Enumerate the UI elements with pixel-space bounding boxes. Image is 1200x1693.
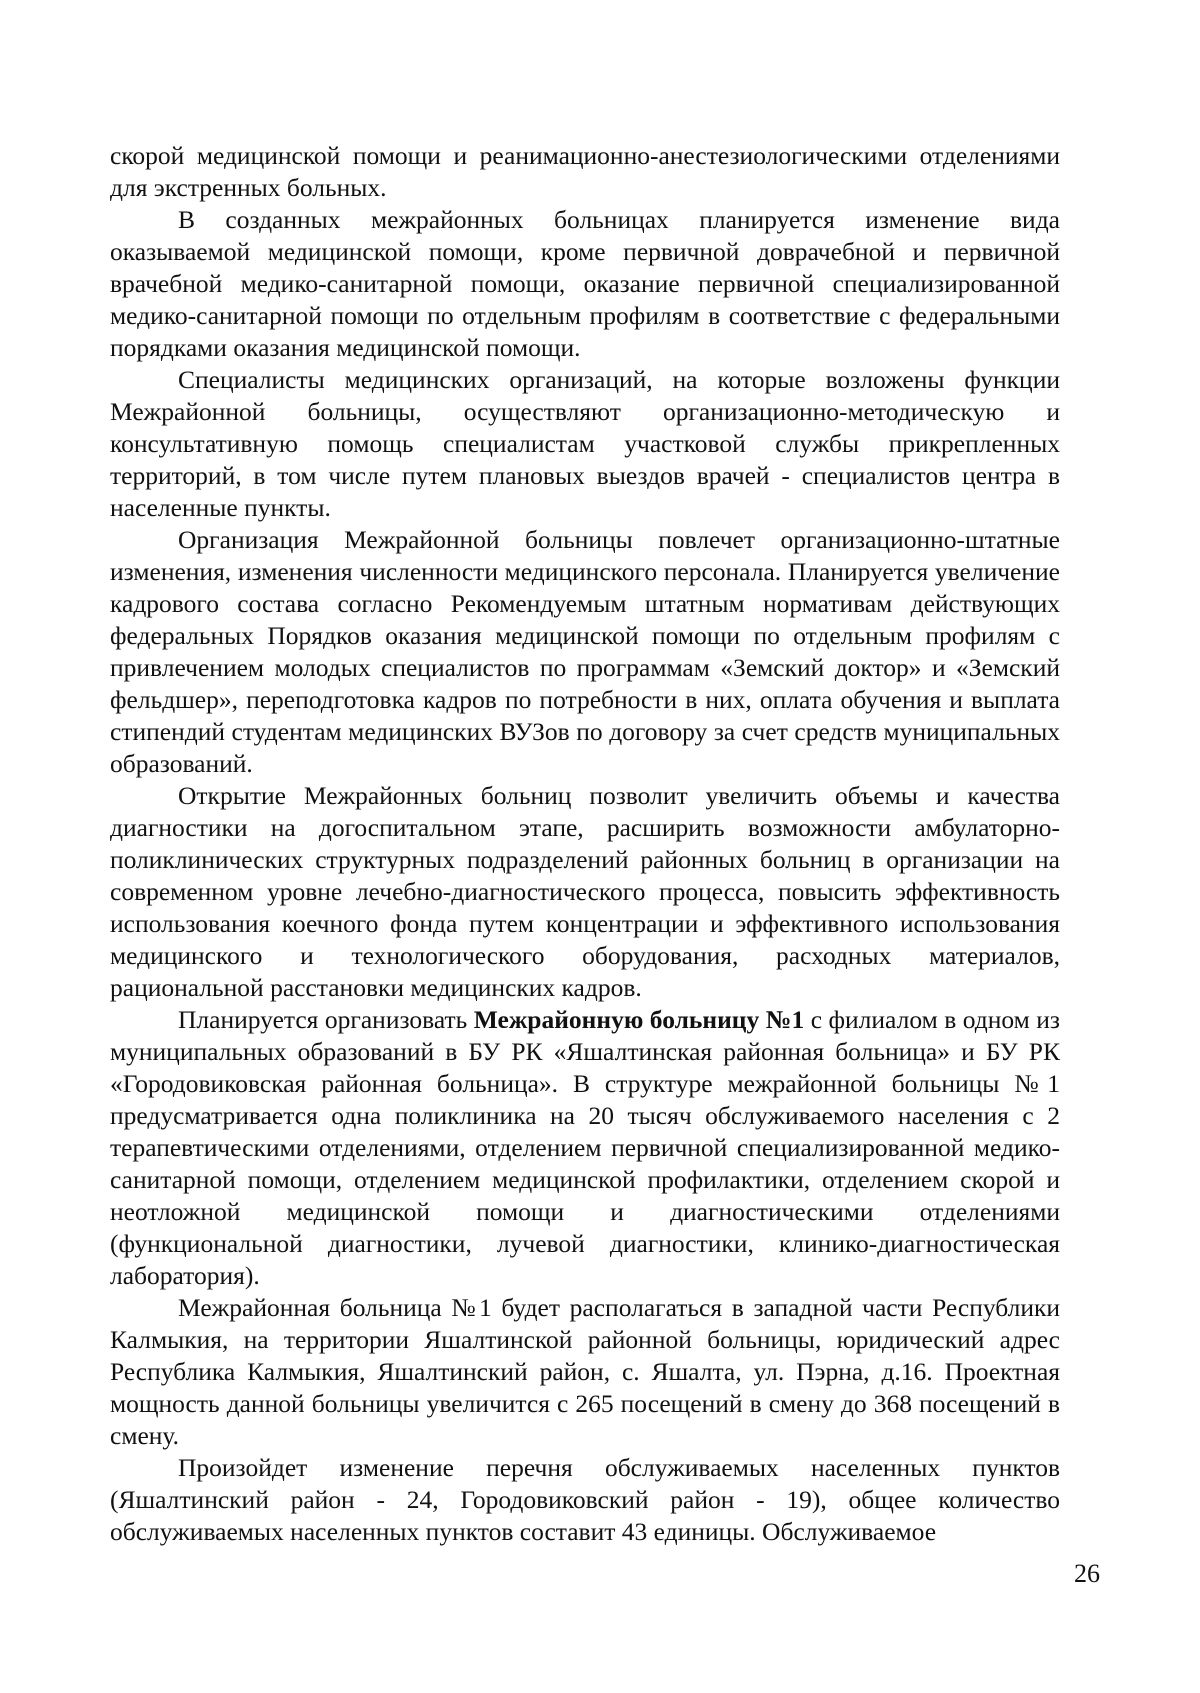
paragraph-hospital-1-plan [110,1004,1060,1292]
paragraph-staffing: Организация Межрайонной больницы повлечет организационно-штатные изменения, изменения численности медицинского персонала. Планируется увеличение кадрового состава согласно Рекомендуемым штатным нормативам действующих федеральных Порядков оказания медицинской помощи по отдельным профилям с привлечением молодых специалистов по программам «Земский доктор» и «Земский фельдшер», переподготовка кадров по потребности в них, оплата обучения и выплата стипендий студентам медицинских ВУЗов по договору за счет средств муниципальных образований. [110,525,1060,778]
paragraph-settlements: Произойдет изменение перечня обслуживаемых населенных пунктов (Яшалтинский район - 24, Городовиковский район - 19), общее количество обслуживаемых населенных пунктов составит 43 единицы. Обслуживаемое [110,1453,1060,1546]
paragraph-text-after: с филиалом в одном из муниципальных образований в БУ РК «Яшалтинская районная больница» и БУ РК «Городовиковская районная больница». В структуре межрайонной больницы №1 предусматривается одна поликлиника на 20 тысяч обслуживаемого населения с 2 терапевтическими отделениями, отделением первичной специализированной медико-санитарной помощи, отделением медицинской профилактики, отделением скорой и неотложной медицинской помощи и диагностическими отделениями (функциональной диагностики, лучевой диагностики, клинико-диагностическая лаборатория). [110,1005,1060,1290]
hospital-name-bold: Межрайонную больницу №1 [473,1005,805,1034]
page-number: 26 [1074,1559,1100,1588]
paragraph-diagnostics: Открытие Межрайонных больниц позволит увеличить объемы и качества диагностики на догоспитальном этапе, расширить возможности амбулаторно-поликлинических структурных подразделений районных больниц в организации на современном уровне лечебно-диагностического процесса, повысить эффективность использования коечного фонда путем концентрации и эффективного использования медицинского и технологического оборудования, расходных материалов, рациональной расстановки медицинских кадров. [110,781,1060,1002]
paragraph-specialists: Специалисты медицинских организаций, на которые возложены функции Межрайонной больницы, осуществляют организационно-методическую и консультативную помощь специалистам участковой службы прикрепленных территорий, в том числе путем плановых выездов врачей - специалистов центра в населенные пункты. [110,365,1060,522]
paragraph-care-types: В созданных межрайонных больницах планируется изменение вида оказываемой медицинской помощи, кроме первичной доврачебной и первичной врачебной медико-санитарной помощи, оказание первичной специализированной медико-санитарной помощи по отдельным профилям в соответствие с федеральными порядками оказания медицинской помощи. [110,205,1060,362]
paragraph-hospital-1-location: Межрайонная больница №1 будет располагаться в западной части Республики Калмыкия, на территории Яшалтинской районной больницы, юридический адрес Республика Калмыкия, Яшалтинский район, с. Яшалта, ул. Пэрна, д.16. Проектная мощность данной больницы увеличится с 265 посещений в смену до 368 посещений в смену. [110,1293,1060,1450]
paragraph-text-before: Планируется организовать [178,1005,474,1034]
paragraph-continuation: скорой медицинской помощи и реанимационно-анестезиологическими отделениями для экстренных больных. [110,141,1060,202]
